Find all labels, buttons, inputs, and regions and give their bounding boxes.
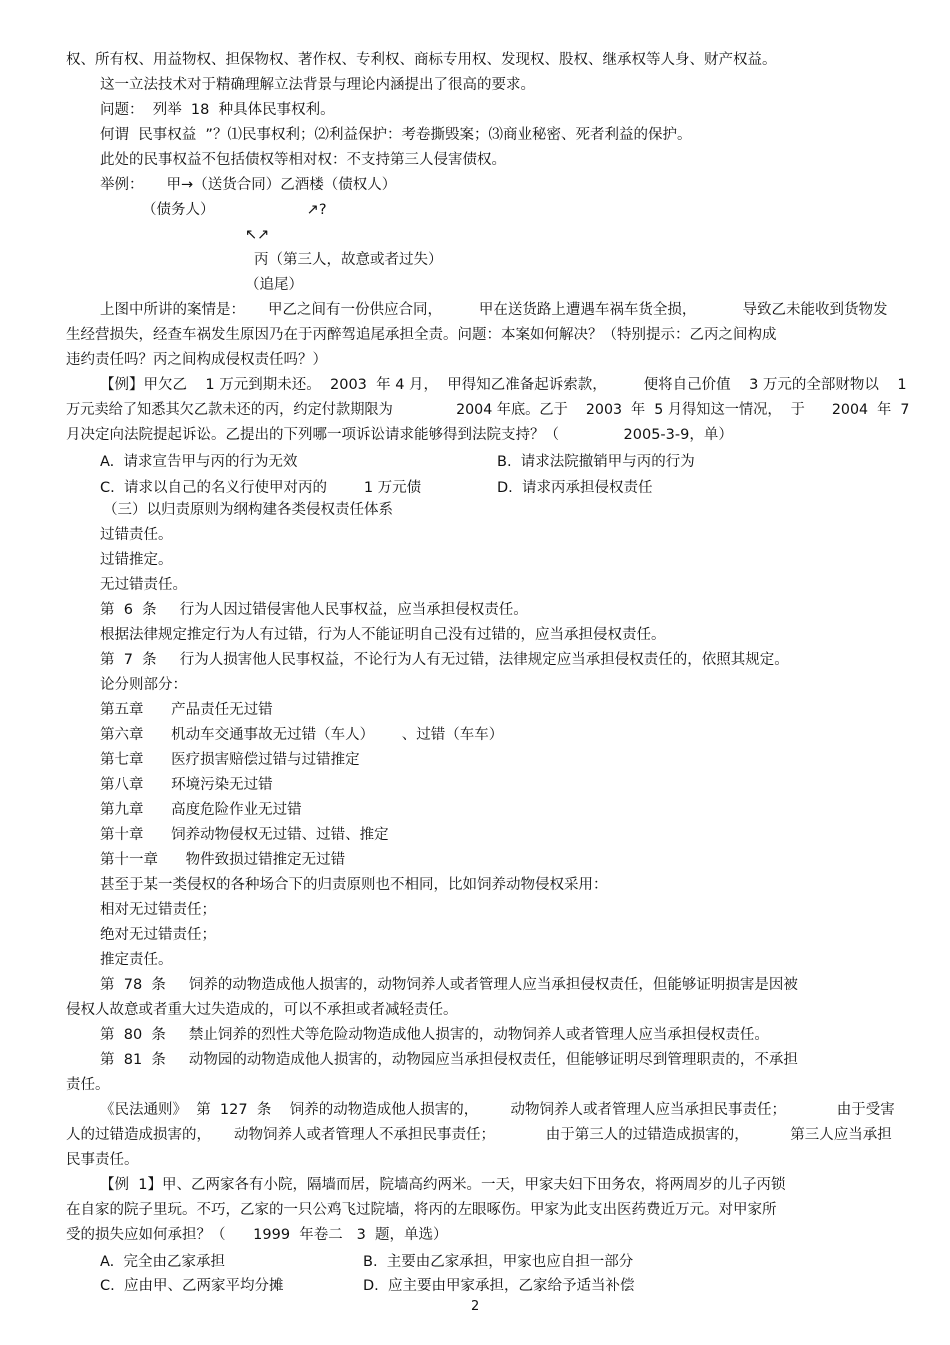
text-line: 举例： 甲→（送货合同）乙酒楼（债权人） xyxy=(100,177,397,193)
text-line: 第 81 条 动物园的动物造成他人损害的，动物园应当承担侵权责任，但能够证明尽到管理职责的，不承担 xyxy=(100,1052,798,1068)
text-line: 生经营损失，经查车祸发生原因乃在于丙醉驾追尾承担全责。问题：本案如何解决？（特别提示：乙丙之间构成 xyxy=(66,327,777,343)
text-line: D. 应主要由甲家承担，乙家给予适当补偿 xyxy=(363,1278,635,1294)
text-line: 第九章 高度危险作业无过错 xyxy=(100,802,302,818)
text-line: A. 请求宣告甲与丙的行为无效 xyxy=(100,454,298,470)
text-line: （三）以归责原则为纲构建各类侵权责任体系 xyxy=(103,502,393,518)
text-line: 责任。 xyxy=(66,1077,110,1093)
text-line: 第七章 医疗损害赔偿过错与过错推定 xyxy=(100,752,360,768)
text-line: 第 78 条 饲养的动物造成他人损害的，动物饲养人或者管理人应当承担侵权责任，但能够证明损害是因被 xyxy=(100,977,798,993)
page-number: 2 xyxy=(471,1299,480,1314)
text-line: 此处的民事权益不包括债权等相对权：不支持第三人侵害债权。 xyxy=(100,152,506,168)
text-line: B. 请求法院撤销甲与丙的行为 xyxy=(497,454,695,470)
text-line: 甚至于某一类侵权的各种场合下的归责原则也不相同，比如饲养动物侵权采用： xyxy=(100,877,608,893)
text-line: 【例】甲欠乙 1 万元到期未还。 2003 年 4 月， 甲得知乙准备起诉索款， 便将自己价值 3 万元的全部财物以 1 xyxy=(100,377,907,393)
text-line: 《民法通则》 第 127 条 饲养的动物造成他人损害的， 动物饲养人或者管理人应当承担民事责任； 由于受害 xyxy=(100,1102,895,1118)
text-line: （债务人） ↗? xyxy=(142,202,327,218)
text-line: 绝对无过错责任； xyxy=(100,927,216,943)
text-line: 根据法律规定推定行为人有过错，行为人不能证明自己没有过错的，应当承担侵权责任。 xyxy=(100,627,666,643)
text-line: 第六章 机动车交通事故无过错（车人） 、过错（车车） xyxy=(100,727,504,743)
text-line: （追尾） xyxy=(245,277,303,293)
text-line: 无过错责任。 xyxy=(100,577,187,593)
text-line: 在自家的院子里玩。不巧，乙家的一只公鸡飞过院墙，将丙的左眼啄伤。甲家为此支出医药费近万元。对甲家所 xyxy=(66,1202,777,1218)
text-line: 这一立法技术对于精确理解立法背景与理论内涵提出了很高的要求。 xyxy=(100,77,535,93)
text-line: 第五章 产品责任无过错 xyxy=(100,702,273,718)
text-line: 第十一章 物件致损过错推定无过错 xyxy=(100,852,346,868)
text-line: B. 主要由乙家承担，甲家也应自担一部分 xyxy=(363,1254,634,1270)
text-line: D. 请求丙承担侵权责任 xyxy=(497,480,653,496)
text-line: A. 完全由乙家承担 xyxy=(100,1254,225,1270)
text-line: ↖↗ xyxy=(245,227,270,243)
text-line: 月决定向法院提起诉讼。乙提出的下列哪一项诉讼请求能够得到法院支持？（ 2005-3-9，单） xyxy=(66,427,733,443)
text-line: 违约责任吗？丙之间构成侵权责任吗？） xyxy=(66,352,327,368)
text-line: 过错推定。 xyxy=(100,552,173,568)
text-line: 侵权人故意或者重大过失造成的，可以不承担或者减轻责任。 xyxy=(66,1002,458,1018)
text-line: 论分则部分： xyxy=(100,677,187,693)
text-line: C. 请求以自己的名义行使甲对丙的 1 万元债 xyxy=(100,480,422,496)
text-line: 权、所有权、用益物权、担保物权、著作权、专利权、商标专用权、发现权、股权、继承权等人身、财产权益。 xyxy=(66,52,777,68)
text-line: 人的过错造成损害的， 动物饲养人或者管理人不承担民事责任； 由于第三人的过错造成损害的， 第三人应当承担 xyxy=(66,1127,892,1143)
text-line: 何谓 民事权益 ”？⑴民事权利；⑵利益保护：考卷撕毁案；⑶商业秘密、死者利益的保护。 xyxy=(100,127,692,143)
text-line: 万元卖给了知悉其欠乙款未还的丙，约定付款期限为 2004 年底。乙于 2003 年 5 月得知这一情况， 于 2004 年 7 xyxy=(66,402,910,418)
text-line: 民事责任。 xyxy=(66,1152,139,1168)
text-line: 丙（第三人，故意或者过失） xyxy=(254,252,443,268)
text-line: 问题： 列举 18 种具体民事权利。 xyxy=(100,102,335,118)
text-line: 受的损失应如何承担？（ 1999 年卷二 3 题，单选） xyxy=(66,1227,448,1243)
text-line: 相对无过错责任； xyxy=(100,902,216,918)
text-line: 第 7 条 行为人损害他人民事权益，不论行为人有无过错，法律规定应当承担侵权责任的，依照其规定。 xyxy=(100,652,789,668)
text-line: 推定责任。 xyxy=(100,952,173,968)
text-line: C. 应由甲、乙两家平均分摊 xyxy=(100,1278,284,1294)
text-line: 第 6 条 行为人因过错侵害他人民事权益，应当承担侵权责任。 xyxy=(100,602,528,618)
text-line: 第八章 环境污染无过错 xyxy=(100,777,273,793)
text-line: 过错责任。 xyxy=(100,527,173,543)
text-line: 【例 1】甲、乙两家各有小院，隔墙而居，院墙高约两米。一天，甲家夫妇下田务农，将两周岁的儿子丙锁 xyxy=(100,1177,786,1193)
text-line: 第 80 条 禁止饲养的烈性犬等危险动物造成他人损害的，动物饲养人或者管理人应当承担侵权责任。 xyxy=(100,1027,769,1043)
text-line: 第十章 饲养动物侵权无过错、过错、推定 xyxy=(100,827,389,843)
text-line: 上图中所讲的案情是： 甲乙之间有一份供应合同， 甲在送货路上遭遇车祸车货全损， 导致乙未能收到货物发 xyxy=(100,302,888,318)
